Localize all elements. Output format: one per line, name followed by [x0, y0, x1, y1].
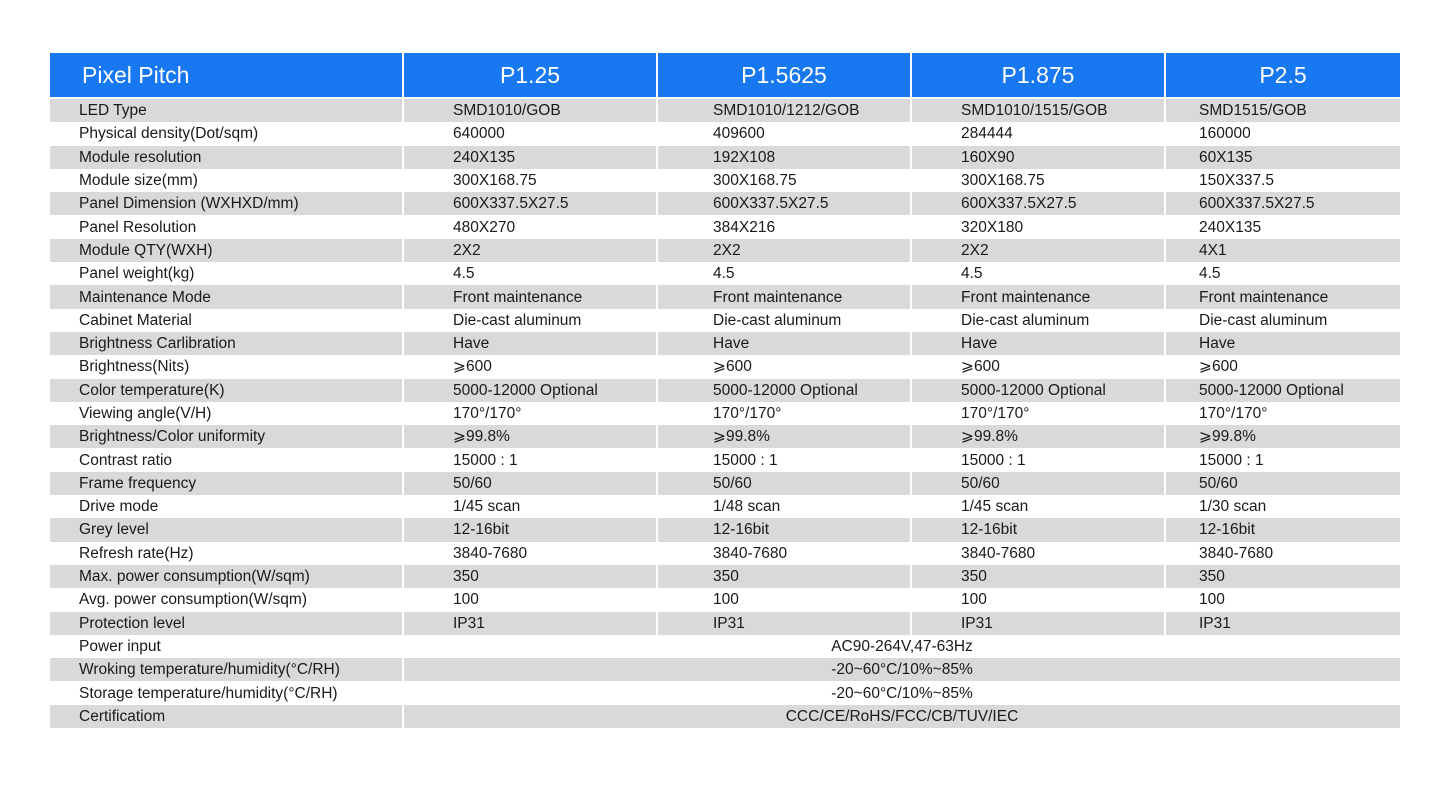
cell-value: SMD1010/1212/GOB	[657, 98, 911, 122]
cell-value: 5000-12000 Optional	[911, 379, 1165, 402]
cell-value: 350	[657, 565, 911, 588]
cell-value: 3840-7680	[403, 542, 657, 565]
cell-value: ⩾600	[1165, 355, 1400, 378]
row-label: LED Type	[50, 98, 403, 122]
row-label: Brightness(Nits)	[50, 355, 403, 378]
cell-value: 12-16bit	[911, 518, 1165, 541]
cell-value: SMD1010/GOB	[403, 98, 657, 122]
row-label: Max. power consumption(W/sqm)	[50, 565, 403, 588]
table-row	[50, 425, 1400, 448]
cell-value: 2X2	[403, 239, 657, 262]
cell-value: 384X216	[657, 215, 911, 238]
row-label: Module resolution	[50, 146, 403, 169]
cell-value: 12-16bit	[403, 518, 657, 541]
table-row	[50, 169, 1400, 192]
cell-value: 50/60	[911, 472, 1165, 495]
cell-value: 600X337.5X27.5	[657, 192, 911, 215]
header-model-p15625: P1.5625	[657, 53, 911, 98]
cell-value: ⩾99.8%	[911, 425, 1165, 448]
cell-value: 5000-12000 Optional	[1165, 379, 1400, 402]
table-row	[50, 402, 1400, 425]
cell-value: IP31	[911, 612, 1165, 635]
table-row	[50, 215, 1400, 238]
cell-value: 4.5	[403, 262, 657, 285]
cell-value: 60X135	[1165, 146, 1400, 169]
row-label: Drive mode	[50, 495, 403, 518]
cell-value: 350	[911, 565, 1165, 588]
table-row	[50, 122, 1400, 145]
cell-value: 1/45 scan	[403, 495, 657, 518]
cell-value: 240X135	[1165, 215, 1400, 238]
cell-value: 160000	[1165, 122, 1400, 145]
cell-value: 5000-12000 Optional	[657, 379, 911, 402]
table-row	[50, 379, 1400, 402]
cell-value: 5000-12000 Optional	[403, 379, 657, 402]
cell-value: 100	[657, 588, 911, 611]
cell-value: IP31	[403, 612, 657, 635]
cell-value: 480X270	[403, 215, 657, 238]
row-label: Frame frequency	[50, 472, 403, 495]
cell-value: 284444	[911, 122, 1165, 145]
cell-value: Front maintenance	[1165, 285, 1400, 308]
table-row	[50, 332, 1400, 355]
table-row-merged	[50, 681, 1400, 704]
table-row	[50, 355, 1400, 378]
cell-value: 1/48 scan	[657, 495, 911, 518]
cell-value: 15000 : 1	[657, 448, 911, 471]
table-row	[50, 518, 1400, 541]
cell-value: 50/60	[657, 472, 911, 495]
table-row-merged	[50, 658, 1400, 681]
row-label: Protection level	[50, 612, 403, 635]
cell-value: Front maintenance	[657, 285, 911, 308]
cell-value: 4.5	[911, 262, 1165, 285]
cell-value: Die-cast aluminum	[911, 309, 1165, 332]
cell-value-merged: -20~60°C/10%~85%	[403, 681, 1400, 704]
cell-value: 3840-7680	[657, 542, 911, 565]
cell-value: 192X108	[657, 146, 911, 169]
cell-value: 4X1	[1165, 239, 1400, 262]
cell-value: 409600	[657, 122, 911, 145]
table-row	[50, 285, 1400, 308]
row-label: Refresh rate(Hz)	[50, 542, 403, 565]
table-row	[50, 262, 1400, 285]
spec-table	[50, 53, 1400, 728]
cell-value: 350	[403, 565, 657, 588]
cell-value: 4.5	[657, 262, 911, 285]
row-label: Power input	[50, 635, 403, 658]
header-model-p125: P1.25	[403, 53, 657, 98]
cell-value: IP31	[1165, 612, 1400, 635]
table-row	[50, 542, 1400, 565]
cell-value: 12-16bit	[1165, 518, 1400, 541]
cell-value: 600X337.5X27.5	[911, 192, 1165, 215]
header-pixel-pitch: Pixel Pitch	[50, 53, 403, 98]
row-label: Storage temperature/humidity(°C/RH)	[50, 681, 403, 704]
cell-value: 600X337.5X27.5	[403, 192, 657, 215]
table-row	[50, 239, 1400, 262]
row-label: Brightness Carlibration	[50, 332, 403, 355]
cell-value: 3840-7680	[1165, 542, 1400, 565]
row-label: Avg. power consumption(W/sqm)	[50, 588, 403, 611]
cell-value: 100	[403, 588, 657, 611]
row-label: Panel weight(kg)	[50, 262, 403, 285]
row-label: Module QTY(WXH)	[50, 239, 403, 262]
cell-value: 150X337.5	[1165, 169, 1400, 192]
cell-value: 4.5	[1165, 262, 1400, 285]
cell-value: 240X135	[403, 146, 657, 169]
cell-value: 160X90	[911, 146, 1165, 169]
cell-value: Die-cast aluminum	[403, 309, 657, 332]
cell-value-merged: CCC/CE/RoHS/FCC/CB/TUV/IEC	[403, 705, 1400, 728]
row-label: Contrast ratio	[50, 448, 403, 471]
row-label: Grey level	[50, 518, 403, 541]
cell-value: ⩾99.8%	[657, 425, 911, 448]
table-row	[50, 495, 1400, 518]
header-row	[50, 53, 1400, 98]
cell-value: SMD1515/GOB	[1165, 98, 1400, 122]
row-label: Cabinet Material	[50, 309, 403, 332]
cell-value: 2X2	[911, 239, 1165, 262]
cell-value: Have	[657, 332, 911, 355]
cell-value: 300X168.75	[911, 169, 1165, 192]
cell-value: 12-16bit	[657, 518, 911, 541]
table-row	[50, 565, 1400, 588]
cell-value: 640000	[403, 122, 657, 145]
cell-value: SMD1010/1515/GOB	[911, 98, 1165, 122]
row-label: Physical density(Dot/sqm)	[50, 122, 403, 145]
cell-value: 3840-7680	[911, 542, 1165, 565]
cell-value-merged: AC90-264V,47-63Hz	[403, 635, 1400, 658]
cell-value: Have	[403, 332, 657, 355]
cell-value: 300X168.75	[403, 169, 657, 192]
cell-value: 50/60	[403, 472, 657, 495]
table-row	[50, 448, 1400, 471]
cell-value: ⩾600	[911, 355, 1165, 378]
row-label: Viewing angle(V/H)	[50, 402, 403, 425]
cell-value: ⩾99.8%	[1165, 425, 1400, 448]
row-label: Panel Dimension (WXHXD/mm)	[50, 192, 403, 215]
row-label: Panel Resolution	[50, 215, 403, 238]
cell-value: 170°/170°	[911, 402, 1165, 425]
table-row	[50, 472, 1400, 495]
table-row	[50, 192, 1400, 215]
table-row-merged	[50, 635, 1400, 658]
header-model-p25: P2.5	[1165, 53, 1400, 98]
table-row	[50, 98, 1400, 122]
cell-value: Die-cast aluminum	[1165, 309, 1400, 332]
table-row	[50, 588, 1400, 611]
cell-value: Have	[911, 332, 1165, 355]
cell-value: 15000 : 1	[1165, 448, 1400, 471]
cell-value: 15000 : 1	[911, 448, 1165, 471]
row-label: Brightness/Color uniformity	[50, 425, 403, 448]
cell-value: ⩾600	[657, 355, 911, 378]
cell-value: 170°/170°	[1165, 402, 1400, 425]
cell-value: ⩾600	[403, 355, 657, 378]
table-row	[50, 612, 1400, 635]
cell-value: 2X2	[657, 239, 911, 262]
row-label: Certificatiom	[50, 705, 403, 728]
cell-value-merged: -20~60°C/10%~85%	[403, 658, 1400, 681]
cell-value: 50/60	[1165, 472, 1400, 495]
table-row	[50, 309, 1400, 332]
cell-value: 1/45 scan	[911, 495, 1165, 518]
cell-value: 320X180	[911, 215, 1165, 238]
row-label: Color temperature(K)	[50, 379, 403, 402]
cell-value: 300X168.75	[657, 169, 911, 192]
cell-value: 350	[1165, 565, 1400, 588]
cell-value: 100	[911, 588, 1165, 611]
row-label: Maintenance Mode	[50, 285, 403, 308]
cell-value: Front maintenance	[403, 285, 657, 308]
spec-table-container	[50, 53, 1400, 728]
cell-value: 170°/170°	[657, 402, 911, 425]
header-model-p1875: P1.875	[911, 53, 1165, 98]
cell-value: ⩾99.8%	[403, 425, 657, 448]
table-row-merged	[50, 705, 1400, 728]
table-row	[50, 146, 1400, 169]
cell-value: Die-cast aluminum	[657, 309, 911, 332]
cell-value: 1/30 scan	[1165, 495, 1400, 518]
cell-value: 600X337.5X27.5	[1165, 192, 1400, 215]
cell-value: IP31	[657, 612, 911, 635]
spec-body	[50, 98, 1400, 728]
cell-value: 100	[1165, 588, 1400, 611]
cell-value: Front maintenance	[911, 285, 1165, 308]
row-label: Module size(mm)	[50, 169, 403, 192]
row-label: Wroking temperature/humidity(°C/RH)	[50, 658, 403, 681]
cell-value: 170°/170°	[403, 402, 657, 425]
cell-value: Have	[1165, 332, 1400, 355]
cell-value: 15000 : 1	[403, 448, 657, 471]
